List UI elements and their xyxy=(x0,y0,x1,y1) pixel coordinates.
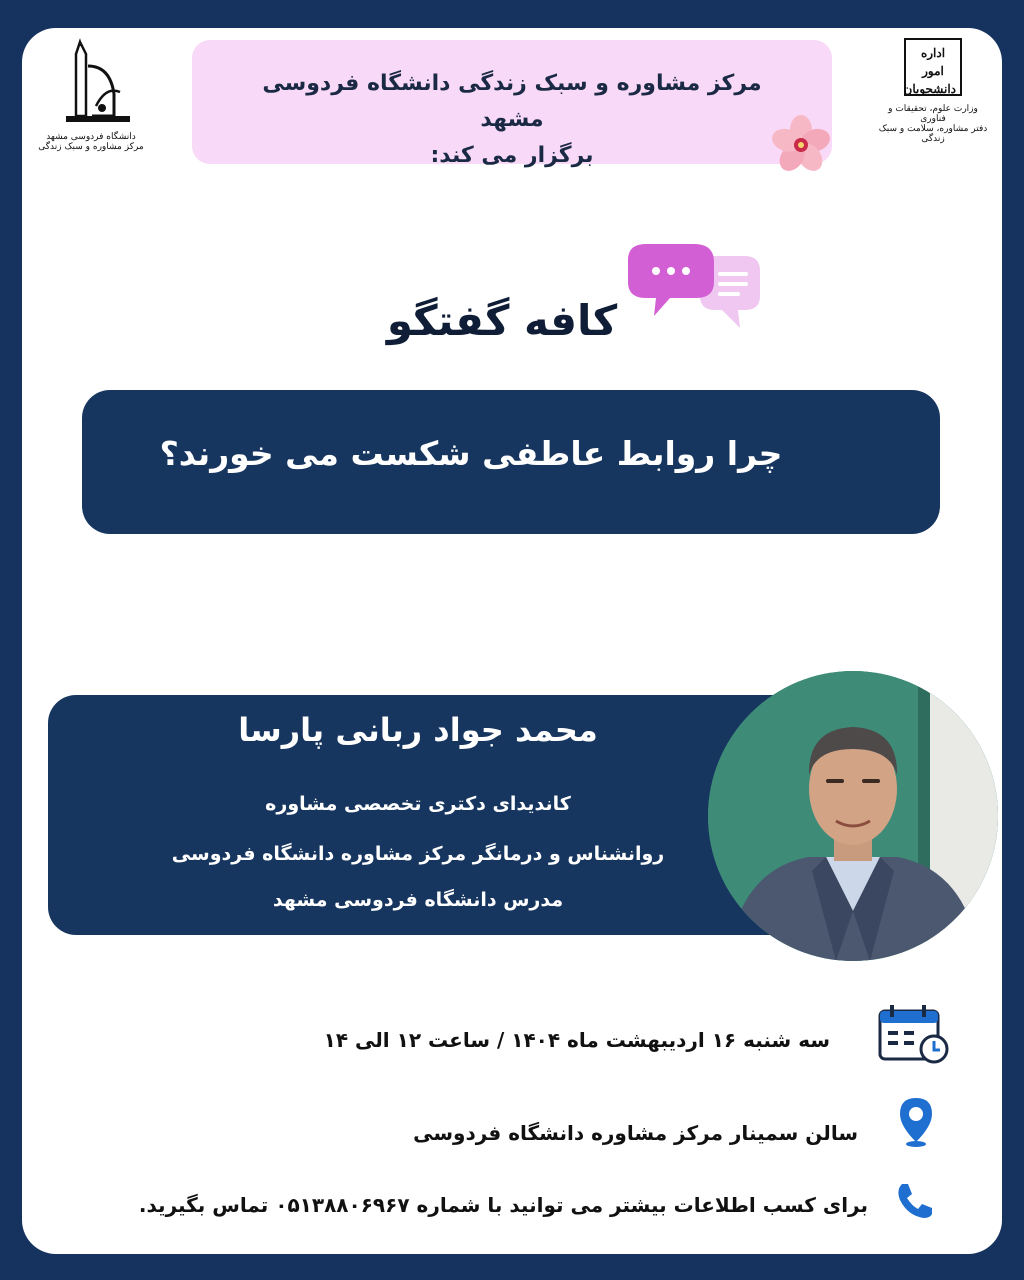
student-affairs-line1: وزارت علوم، تحقیقات و فناوری xyxy=(888,104,978,124)
speaker-credential-1: کاندیدای دکتری تخصصی مشاوره xyxy=(265,793,571,815)
speaker-credential-3: مدرس دانشگاه فردوسی مشهد xyxy=(272,889,564,911)
speaker-name: محمد جواد ربانی پارسا xyxy=(238,711,598,749)
calendar-clock-icon xyxy=(878,1005,950,1065)
event-datetime: سه شنبه ۱۶ اردیبهشت ماه ۱۴۰۴ / ساعت ۱۲ الی ۱۴ xyxy=(323,1028,830,1052)
student-affairs-logo xyxy=(874,38,992,168)
poster-card xyxy=(22,28,1002,1254)
ferdowsi-logo-line2: مرکز مشاوره و سبک زندگی xyxy=(38,142,144,152)
phone-icon xyxy=(894,1180,936,1222)
organizer-header-box xyxy=(192,40,832,168)
contact-info: برای کسب اطلاعات بیشتر می توانید با شماره ۰۵۱۳۸۸۰۶۹۶۷ تماس بگیرید. xyxy=(138,1193,868,1217)
speaker-portrait-icon xyxy=(708,671,998,961)
chat-bubbles-icon xyxy=(620,238,770,348)
organizer-text xyxy=(228,66,796,174)
ferdowsi-logo-line1: دانشگاه فردوسی مشهد xyxy=(46,132,136,142)
ferdowsi-university-logo xyxy=(36,36,146,176)
event-title: کافه گفتگو xyxy=(386,296,618,345)
speaker-credential-2: روانشناس و درمانگر مرکز مشاوره دانشگاه فردوسی xyxy=(171,843,665,865)
ferdowsi-emblem-icon xyxy=(36,36,146,128)
event-location: سالن سمینار مرکز مشاوره دانشگاه فردوسی xyxy=(413,1121,858,1145)
flower-icon xyxy=(766,110,836,180)
location-pin-icon xyxy=(896,1096,936,1148)
topic-question: چرا روابط عاطفی شکست می خورند؟ xyxy=(159,434,783,473)
organizer-line2: برگزار می کند: xyxy=(430,143,594,168)
organizer-line1: مرکز مشاوره و سبک زندگی دانشگاه فردوسی مشهد xyxy=(262,71,762,132)
speaker-photo xyxy=(708,671,998,961)
topic-banner xyxy=(82,390,940,534)
student-affairs-line2: دفتر مشاوره، سلامت و سبک زندگی xyxy=(878,124,988,144)
student-affairs-calligraphy: اداره امور دانشجویان xyxy=(904,38,962,96)
